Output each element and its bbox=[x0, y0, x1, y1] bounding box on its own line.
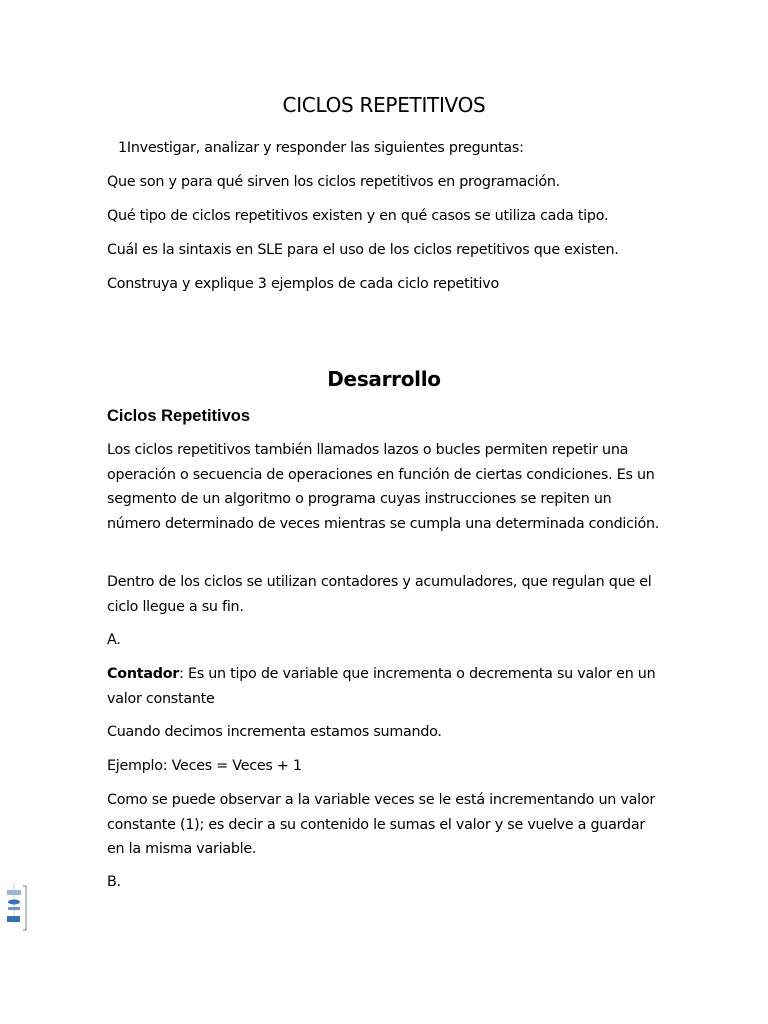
question-item: Qué tipo de ciclos repetitivos existen y en qué casos se utiliza cada tipo. bbox=[107, 208, 609, 224]
paragraph-counters: Dentro de los ciclos se utilizan contadores y acumuladores, que regulan que el ciclo llegue a su fin. bbox=[107, 574, 652, 615]
question-item: Cuál es la sintaxis en SLE para el uso de los ciclos repetitivos que existen. bbox=[107, 242, 619, 258]
development-heading: Desarrollo bbox=[327, 367, 441, 391]
contador-definition: : Es un tipo de variable que incrementa o decrementa su valor en un valor constante bbox=[107, 666, 656, 707]
contador-term: Contador bbox=[107, 666, 180, 682]
flowchart-thumbnail-image bbox=[5, 880, 31, 932]
list-marker-b: B. bbox=[107, 874, 121, 890]
document-title: CICLOS REPETITIVOS bbox=[282, 93, 486, 117]
subsection-heading: Ciclos Repetitivos bbox=[107, 407, 251, 425]
question-item: Construya y explique 3 ejemplos de cada ciclo repetitivo bbox=[107, 276, 499, 292]
questions-intro: 1Investigar, analizar y responder las siguientes preguntas: bbox=[118, 140, 524, 156]
paragraph-definition: Los ciclos repetitivos también llamados lazos o bucles permiten repetir una operación o secuencia de operaciones en función de ciertas condiciones. Es un segmento de un algoritmo o programa cuyas instrucciones se repiten un número determinado de veces mientras se cumpla una determinada condición. bbox=[107, 442, 660, 532]
list-marker-a: A. bbox=[107, 632, 121, 648]
paragraph-contador bbox=[107, 662, 663, 711]
paragraph-increment: Cuando decimos incrementa estamos sumando. bbox=[107, 724, 442, 740]
paragraph-example: Ejemplo: Veces = Veces + 1 bbox=[107, 758, 302, 774]
paragraph-explanation: Como se puede observar a la variable veces se le está incrementando un valor constante (1); es decir a su contenido le sumas el valor y se vuelve a guardar en la misma variable. bbox=[107, 792, 655, 857]
question-item: Que son y para qué sirven los ciclos repetitivos en programación. bbox=[107, 174, 560, 190]
